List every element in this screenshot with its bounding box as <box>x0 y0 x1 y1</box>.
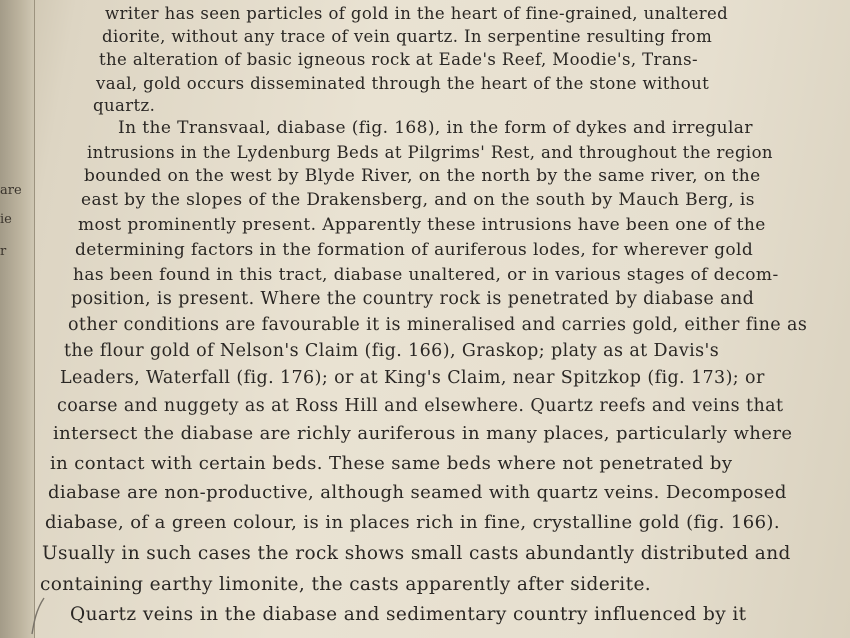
text-line: east by the slopes of the Drakensberg, and on the south by Mauch Berg, is <box>81 190 755 210</box>
left-page-edge <box>0 0 35 638</box>
text-line: diabase, of a green colour, is in places rich in fine, crystalline gold (fig. 166). <box>45 512 780 533</box>
text-line: the alteration of basic igneous rock at Eade's Reef, Moodie's, Trans- <box>99 50 698 69</box>
text-line: Usually in such cases the rock shows small casts abundantly distributed and <box>42 543 791 564</box>
text-line: intrusions in the Lydenburg Beds at Pilgrims' Rest, and throughout the region <box>87 143 773 162</box>
text-line: Leaders, Waterfall (fig. 176); or at King's Claim, near Spitzkop (fig. 173); or <box>60 368 765 388</box>
text-line: containing earthy limonite, the casts apparently after siderite. <box>40 574 652 595</box>
text-line: diorite, without any trace of vein quartz. In serpentine resulting from <box>102 27 713 46</box>
text-line: bounded on the west by Blyde River, on the north by the same river, on the <box>84 166 761 186</box>
left-page-fragment: r <box>0 244 7 259</box>
text-line: diabase are non-productive, although seamed with quartz veins. Decomposed <box>48 482 787 503</box>
text-line: coarse and nuggety as at Ross Hill and elsewhere. Quartz reefs and veins that <box>57 396 784 416</box>
text-line: determining factors in the formation of auriferous lodes, for wherever gold <box>75 240 754 260</box>
text-line: intersect the diabase are richly auriferous in many places, particularly where <box>53 423 793 444</box>
left-page-fragment: are <box>0 183 22 198</box>
text-line: in contact with certain beds. These same beds where not penetrated by <box>50 453 733 474</box>
text-line: quartz. <box>93 96 156 115</box>
left-page-fragment: ie <box>0 212 12 227</box>
pencil-mark <box>30 596 48 636</box>
text-line: most prominently present. Apparently these intrusions have been one of the <box>78 215 766 235</box>
text-line: Quartz veins in the diabase and sedimentary country influenced by it <box>70 604 747 625</box>
text-line: has been found in this tract, diabase unaltered, or in various stages of decom- <box>73 265 779 285</box>
text-line: writer has seen particles of gold in the heart of fine-grained, unaltered <box>105 4 729 23</box>
text-line: In the Transvaal, diabase (fig. 168), in the form of dykes and irregular <box>118 118 753 138</box>
text-line: vaal, gold occurs disseminated through the heart of the stone without <box>96 74 710 93</box>
text-line: the flour gold of Nelson's Claim (fig. 166), Graskop; platy as at Davis's <box>64 341 720 361</box>
text-line: other conditions are favourable it is mineralised and carries gold, either fine as <box>68 315 808 335</box>
text-line: position, is present. Where the country rock is penetrated by diabase and <box>71 289 755 309</box>
